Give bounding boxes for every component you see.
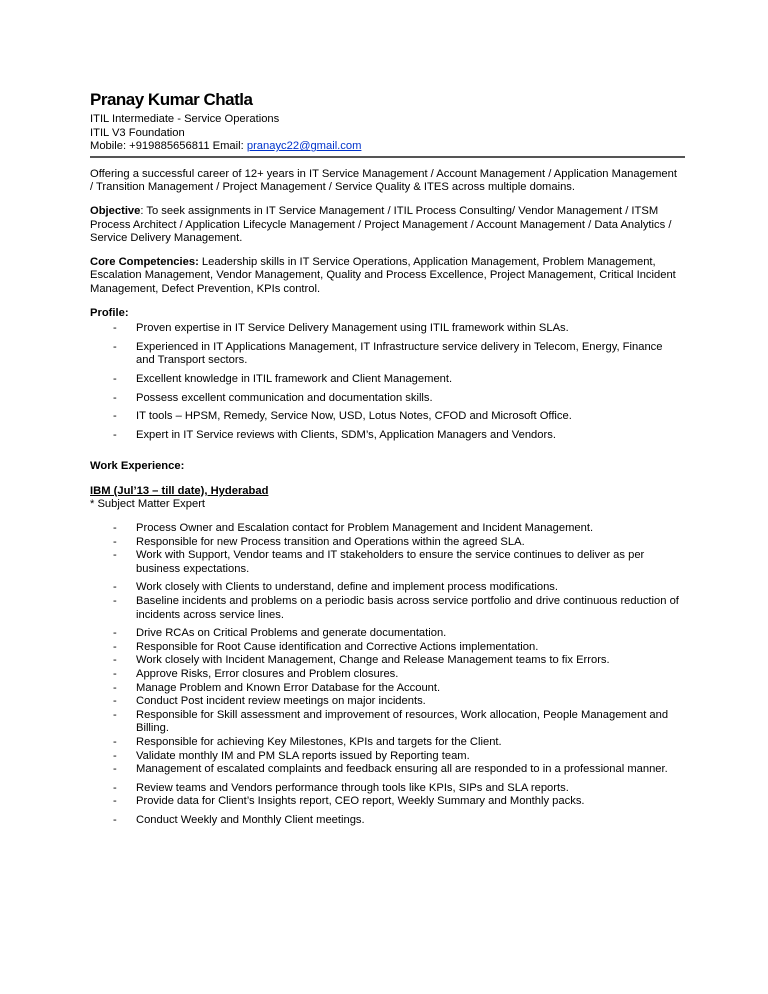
list-item: - Responsible for new Process transition and Operations within the agreed SLA. (90, 536, 682, 550)
job-role: * Subject Matter Expert (90, 498, 206, 511)
list-item: - Expert in IT Service reviews with Clients, SDM’s, Application Managers and Vendors. (90, 429, 682, 443)
objective-paragraph (90, 205, 682, 246)
list-item: - Responsible for Root Cause identification and Corrective Actions implementation. (90, 641, 682, 655)
profile-heading: Profile: (90, 306, 129, 319)
header-divider (90, 156, 685, 158)
list-item: - Proven expertise in IT Service Delivery Management using ITIL framework within SLAs. (90, 322, 682, 336)
competencies-paragraph (90, 256, 682, 297)
list-item: - Responsible for achieving Key Milestones, KPIs and targets for the Client. (90, 736, 682, 750)
contact-prefix: Mobile: +919885656811 Email: (90, 140, 247, 153)
list-item: - Manage Problem and Known Error Database for the Account. (90, 682, 682, 696)
competencies-label: Core Competencies: (90, 255, 199, 268)
work-heading: Work Experience: (90, 460, 185, 473)
email-link[interactable]: pranayc22@gmail.com (246, 140, 362, 153)
list-item: - Drive RCAs on Critical Problems and generate documentation. (90, 627, 682, 641)
resume-page (90, 90, 682, 828)
list-item: - Excellent knowledge in ITIL framework and Client Management. (90, 373, 682, 387)
job-title: IBM (Jul’13 – till date), Hyderabad (90, 484, 269, 497)
list-item: - Work closely with Incident Management, Change and Release Management teams to fix Errors. (90, 654, 682, 668)
list-item: - Approve Risks, Error closures and Problem closures. (90, 668, 682, 682)
list-item: - Experienced in IT Applications Management, IT Infrastructure service delivery in Telecom, Energy, Finance and Transport sectors. (90, 341, 682, 368)
list-item: - Possess excellent communication and documentation skills. (90, 392, 682, 406)
list-item: - Conduct Weekly and Monthly Client meetings. (90, 814, 682, 828)
objective-text: : To seek assignments in IT Service Management / ITIL Process Consulting/ Vendor Management / ITSM Process Architect / Application Lifecycle Management / Project Management / Account Management / Data Analytics / Service Delivery Management. (90, 204, 672, 245)
list-item: - Baseline incidents and problems on a periodic basis across service portfolio and drive continuous reduction of incidents across service lines. (90, 595, 682, 622)
candidate-name: Pranay Kumar Chatla (90, 90, 253, 109)
work-list (90, 522, 682, 827)
competencies-text: Leadership skills in IT Service Operations, Application Management, Problem Management, Escalation Management, Vendor Management, Quality and Process Excellence, Project Management, Critical Incident Management, Defect Prevention, KPIs control. (90, 255, 676, 295)
profile-list (90, 322, 682, 442)
list-item: - Provide data for Client’s Insights report, CEO report, Weekly Summary and Monthly packs. (90, 795, 682, 809)
certification-1: ITIL Intermediate - Service Operations (90, 113, 280, 125)
list-item: - Management of escalated complaints and feedback ensuring all are responded to in a professional manner. (90, 763, 682, 777)
list-item: - IT tools – HPSM, Remedy, Service Now, USD, Lotus Notes, CFOD and Microsoft Office. (90, 410, 682, 424)
list-item: - Process Owner and Escalation contact for Problem Management and Incident Management. (90, 522, 682, 536)
summary-paragraph: Offering a successful career of 12+ years in IT Service Management / Account Management / Application Management / Transition Management / Project Management / Service Quality & ITES across multiple domains. (90, 167, 677, 194)
contact-line (90, 140, 682, 154)
list-item: - Conduct Post incident review meetings on major incidents. (90, 695, 682, 709)
objective-label: Objective (90, 204, 141, 217)
list-item: - Work with Support, Vendor teams and IT stakeholders to ensure the service continues to deliver as per business expectations. (90, 549, 682, 576)
list-item: - Work closely with Clients to understand, define and implement process modifications. (90, 581, 682, 595)
list-item: - Responsible for Skill assessment and improvement of resources, Work allocation, People Management and Billing. (90, 709, 682, 736)
certification-2: ITIL V3 Foundation (90, 126, 185, 139)
list-item: - Validate monthly IM and PM SLA reports issued by Reporting team. (90, 750, 682, 764)
list-item: - Review teams and Vendors performance through tools like KPIs, SIPs and SLA reports. (90, 782, 682, 796)
